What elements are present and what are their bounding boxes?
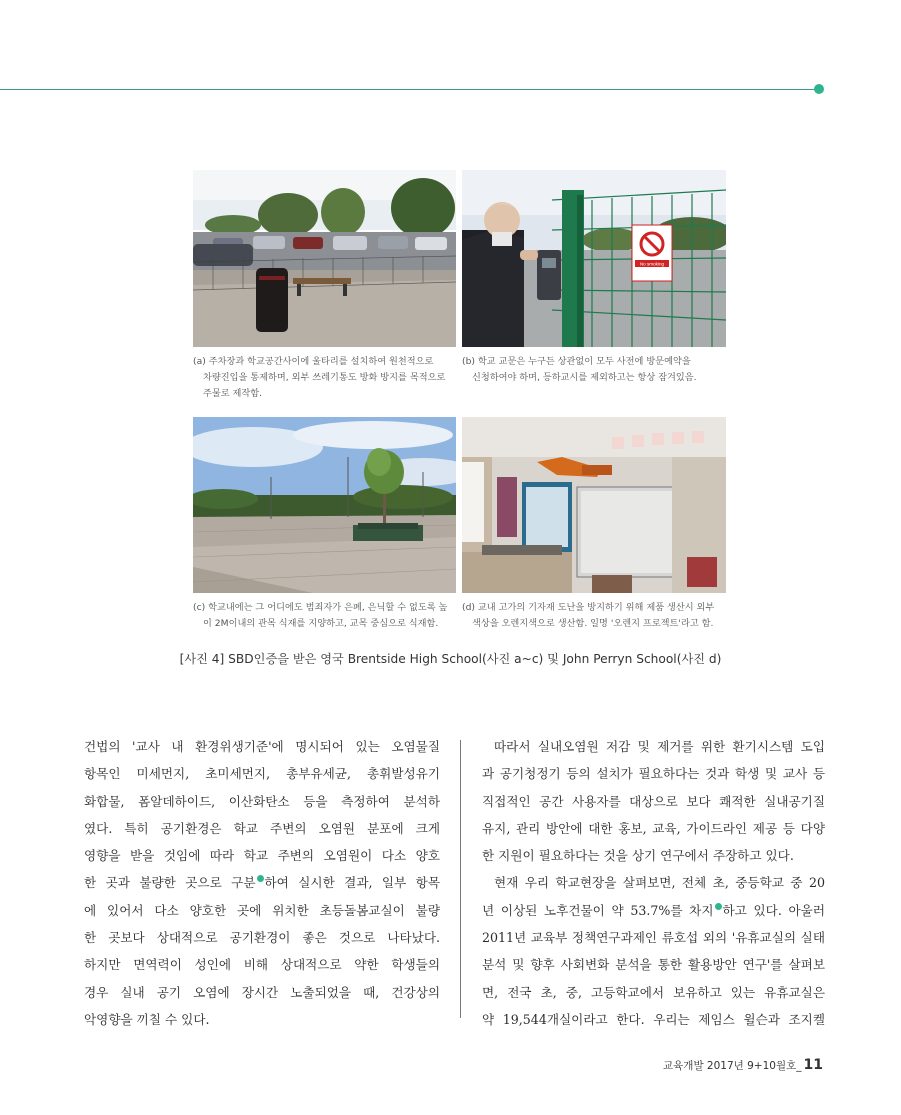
body-line: 경우 실내 공기 오염에 장시간 노출되었을 때, 건강상의	[84, 984, 440, 1000]
body-line: 한 곳보다 상대적으로 공기환경이 좋은 것으로 나타났다.	[84, 930, 440, 946]
caption-c-line1: (c) 학교내에는 그 어디에도 범죄자가 은폐, 은닉할 수 없도록 높	[193, 602, 448, 613]
body-line: 과 공기청정기 등의 설치가 필요하다는 것과 학생 및 교사 등	[482, 766, 825, 782]
body-line-part: 년 이상된 노후건물이 약 53.7%를 차지	[482, 902, 714, 918]
photo-b-locked-gate	[462, 170, 726, 347]
footnote-marker[interactable]	[257, 875, 264, 882]
photo-d-classroom-orange-projector	[462, 417, 726, 593]
caption-b	[462, 354, 728, 386]
body-column-left	[84, 733, 440, 1033]
body-line: 항목인 미세먼지, 초미세먼지, 총부유세균, 총휘발성유기	[84, 766, 440, 782]
body-line: 따라서 실내오염원 저감 및 제거를 위한 환기시스템 도입	[494, 739, 825, 754]
caption-d	[462, 600, 728, 632]
caption-d-line2: 색상을 오렌지색으로 생산함. 일명 '오렌지 프로젝트'라고 함.	[472, 618, 714, 629]
page-folio	[663, 1057, 823, 1073]
caption-a-line3: 주물로 제작함.	[203, 388, 263, 399]
body-line: 직접적인 공간 사용자를 대상으로 보다 쾌적한 실내공기질	[482, 793, 825, 809]
body-line-part: 하고 있다. 아울러	[722, 902, 825, 918]
body-line-part: 하여 실시한 결과, 일부 항목	[264, 875, 440, 891]
caption-a	[193, 354, 459, 402]
caption-c	[193, 600, 459, 632]
body-line: 화합물, 폼알데하이드, 이산화탄소 등을 측정하여 분석하	[84, 793, 440, 809]
body-line: 유지, 관리 방안에 대한 홍보, 교육, 가이드라인 제공 등 다양	[482, 820, 825, 836]
body-line: 악영향을 끼칠 수 있다.	[84, 1011, 210, 1027]
caption-b-line2: 신청하여야 하며, 등하교시를 제외하고는 항상 잠겨있음.	[472, 372, 697, 383]
body-line: 약 19,544개실이라고 한다. 우리는 제임스 윌슨과 조지켈	[482, 1011, 825, 1027]
body-line: 에 있어서 다소 양호한 곳에 위치한 초등돌봄교실이 불량	[84, 902, 440, 918]
header-rule	[0, 89, 818, 90]
body-line: 영향을 받을 것임에 따라 학교 주변의 오염원이 다소 양호	[84, 848, 440, 864]
body-line: 였다. 특히 공기환경은 학교 주변의 오염원 분포에 크게	[84, 820, 440, 836]
no-smoking-sign-text: No smoking	[639, 261, 665, 267]
body-column-right	[482, 733, 825, 1033]
body-line: 한 지원이 필요하다는 것을 상기 연구에서 주장하고 있다.	[482, 848, 794, 864]
body-line: 건법의 '교사 내 환경위생기준'에 명시되어 있는 오염물질	[84, 739, 440, 754]
page-number: 11	[803, 1057, 823, 1073]
body-line-part: 한 곳과 불량한 곳으로 구분	[84, 875, 256, 891]
body-line: 하지만 면역력이 성인에 비해 상대적으로 약한 학생들의	[84, 957, 440, 973]
figure-title: [사진 4] SBD인증을 받은 영국 Brentside High School(사진 a~c) 및 John Perryn School(사진 d)	[179, 652, 722, 666]
caption-c-line2: 이 2M이내의 관목 식재를 지양하고, 교목 중심으로 식재함.	[203, 618, 439, 629]
caption-d-line1: (d) 교내 고가의 기자재 도난을 방지하기 위해 제품 생산시 외부	[462, 602, 715, 613]
folio-text: 교육개발 2017년 9+10월호_	[663, 1060, 802, 1072]
body-line: 면, 전국 초, 중, 고등학교에서 보유하고 있는 유휴교실은	[482, 984, 825, 1000]
footnote-marker[interactable]	[715, 903, 722, 910]
body-line-with-footnote	[482, 897, 825, 924]
caption-a-line1: (a) 주차장과 학교공간사이에 울타리를 설치하여 원천적으로	[193, 356, 434, 367]
body-line-with-footnote	[84, 869, 440, 896]
caption-b-line1: (b) 학교 교문은 누구든 상관없이 모두 사전에 방문예약을	[462, 356, 691, 367]
photo-c-courtyard-tree	[193, 417, 456, 593]
body-line: 2011년 교육부 정책연구과제인 류호섭 외의 '유휴교실의 실태	[482, 930, 825, 946]
header-rule-dot	[814, 84, 824, 94]
column-divider	[460, 740, 461, 1018]
body-line: 현재 우리 학교현장을 살펴보면, 전체 초, 중등학교 중 20	[494, 875, 825, 891]
photo-a-parking-fence	[193, 170, 456, 347]
caption-a-line2: 차량진입을 통제하며, 외부 쓰레기통도 방화 방지를 목적으로	[203, 372, 446, 383]
body-line: 분석 및 향후 사회변화 분석을 통한 활용방안 연구'를 살펴보	[482, 957, 825, 973]
